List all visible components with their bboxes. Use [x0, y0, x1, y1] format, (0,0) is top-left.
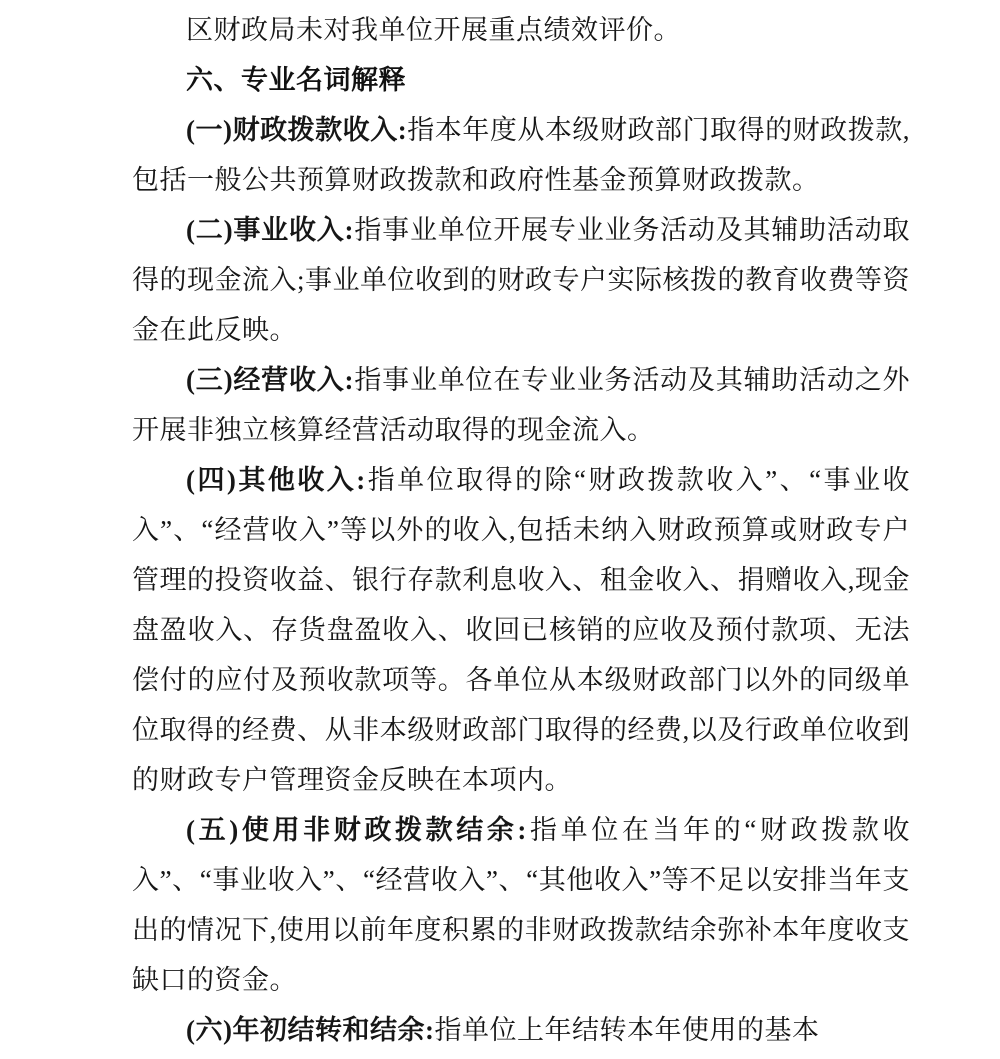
section-heading: 六、专业名词解释: [186, 65, 406, 95]
term-4-title: (四)其他收入:: [186, 465, 366, 495]
term-5-title: (五)使用非财政拨款结余:: [186, 815, 527, 845]
term-paragraph-6: [132, 1005, 910, 1055]
term-2-definition: 指事业单位开展专业业务活动及其辅助活动取得的现金流入;事业单位收到的财政专户实际核拨的教育收费等资金在此反映。: [132, 215, 911, 345]
term-3-title: (三)经营收入:: [186, 365, 355, 395]
term-6-definition: 指单位上年结转本年使用的基本: [434, 1015, 820, 1045]
term-paragraph-1: [132, 105, 910, 205]
term-paragraph-2: [132, 205, 910, 355]
term-6-title: (六)年初结转和结余:: [186, 1015, 435, 1045]
term-4-definition: 指单位取得的除“财政拨款收入”、“事业收入”、“经营收入”等以外的收入,包括未纳入财政预算或财政专户管理的投资收益、银行存款利息收入、租金收入、捐赠收入,现金盘盈收入、存货盘盈收入、收回已核销的应收及预付款项、无法偿付的应付及预收款项等。各单位从本级财政部门以外的同级单位取得的经费、从非本级财政部门取得的经费,以及行政单位收到的财政专户管理资金反映在本项内。: [132, 465, 910, 795]
term-paragraph-5: [132, 805, 910, 1005]
term-5-definition: 指单位在当年的“财政拨款收入”、“事业收入”、“经营收入”、“其他收入”等不足以安排当年支出的情况下,使用以前年度积累的非财政拨款结余弥补本年度收支缺口的资金。: [132, 815, 910, 995]
term-1-title: (一)财政拨款收入:: [186, 115, 408, 145]
term-paragraph-3: [132, 355, 910, 455]
term-3-definition: 指事业单位在专业业务活动及其辅助活动之外开展非独立核算经营活动取得的现金流入。: [132, 365, 910, 445]
term-2-title: (二)事业收入:: [186, 215, 355, 245]
term-1-definition: 指本年度从本级财政部门取得的财政拨款,包括一般公共预算财政拨款和政府性基金预算财政拨款。: [132, 115, 911, 195]
intro-paragraph: 区财政局未对我单位开展重点绩效评价。: [186, 15, 681, 45]
term-paragraph-4: [132, 455, 910, 805]
